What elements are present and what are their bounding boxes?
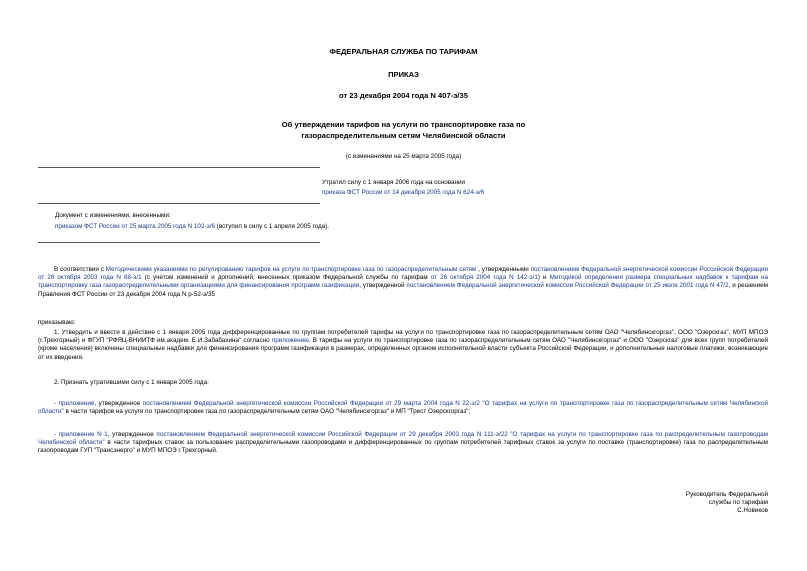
fst-order-link[interactable]: от 26 октября 2004 года N 142-э/1 [430, 274, 538, 282]
amended-note: (с изменениями на 25 марта 2005 года) [345, 153, 462, 160]
preamble-text: (с учетом изменений и дополнений, внесенных приказом Федеральной службы по тарифам [141, 274, 431, 282]
order-word: приказываю: [38, 319, 76, 326]
changes-suffix: (вступил в силу с 1 апреля 2005 года). [214, 223, 330, 231]
bullet-1-paragraph [38, 400, 768, 416]
bullet-1-text: , утвержденное [94, 400, 143, 407]
bullet-2-paragraph [38, 431, 768, 456]
changes-line [55, 223, 455, 231]
doc-type: ПРИКАЗ [388, 70, 419, 79]
bullet-1-text: в части тарифов на услуги по транспортировке газа по газораспределительным сетям ОАО "Челябинскгоргаз" и МП "Трест Озерскгоргаз"; [63, 408, 471, 416]
methodical-guidelines-link[interactable]: Методическими указаниями по регулированию тарифов на услуги по транспортировке газа по газораспределительным сетям [105, 266, 477, 273]
preamble-text: , утвержденными [476, 266, 531, 273]
methodology-link[interactable]: Методикой определения размера специальных надбавок к тарифам на транспортировку газа газораспределительными организациями для финансирования программ газификации [38, 274, 769, 290]
preamble-text: ) и [537, 274, 550, 282]
doc-title-line2: газораспределительным сетям Челябинской области [301, 131, 506, 140]
signature-position: Руководитель Федеральной [685, 491, 768, 498]
signature-block [686, 491, 768, 516]
agency-title: ФЕДЕРАЛЬНАЯ СЛУЖБА ПО ТАРИФАМ [329, 47, 478, 56]
fek-resolution-link[interactable]: постановлением Федеральной энергетической комиссии Российской Федерации от 29 марта 2004 года N 22-э/2 "О тарифах на услуги по транспортировке газа по газораспределительным сетям Челябинской области" [38, 400, 768, 416]
signature-name: С.Новиков [737, 507, 768, 515]
changes-link[interactable]: приказом ФСТ России от 25 марта 2005 года N 102-э/6 [55, 223, 215, 231]
item-1-text: 1. Утвердить и ввести в действие с 1 января 2005 года дифференцированные по группам потребителей тарифы на услуги по транспортировке газа по газораспределительным сетям ОАО "Челябинскгоргаз", ООО "Озерскгаз", МУП МПОЭ (г.Трехгорный) и ФГУП "РФЯЦ-ВНИИТФ им.академ. Е.И.Забабахина" согласно [38, 329, 768, 345]
preamble-text: , утвержденной [359, 282, 407, 290]
fek-resolution-link[interactable]: постановлением Федеральной энергетической комиссии Российской Федерации от 29 декабря 2003 года N 111-э/22 "О тарифах на услуги по транспортировке газа по распределительным газопроводам Челябинской области" [38, 431, 768, 447]
item-2-paragraph [38, 379, 768, 387]
status-block [322, 179, 512, 197]
status-text: Утратил силу с 1 января 2006 года на основании [322, 179, 466, 186]
appendix-link[interactable]: - приложение N 1 [54, 431, 108, 438]
item-1-paragraph [38, 329, 768, 362]
status-link[interactable]: приказа ФСТ России от 14 декабря 2005 года N 624-э/6 [322, 189, 485, 197]
divider [38, 203, 320, 204]
fek-resolution-link[interactable]: постановлением Федеральной энергетической комиссии Российской Федерации от 25 июля 2001 года N 47/2 [406, 282, 729, 290]
changes-block [55, 212, 455, 231]
bullet-2-text: , утвержденное [107, 431, 157, 438]
doc-date-number: от 23 декабря 2004 года N 407-э/35 [339, 91, 468, 100]
signature-agency: службы по тарифам [708, 499, 768, 507]
item-1-text: . В тарифы на услуги по транспортировке газа по газораспределительным сетям ОАО "Челябинскгоргаз" и ООО "Озерскгаз" для всех групп потребителей (кроме населения) включены специальные надбавки для финансирования программ газификации в размерах, определенных органом исполнительной власти субъекта Российской Федерации, и дополнительные налоговые платежи, возникающие от их введения. [38, 337, 768, 361]
appendix-link[interactable]: - приложение [54, 400, 95, 407]
fek-resolution-link[interactable]: постановлением Федеральной энергетической комиссии Российской Федерации от 28 октября 2003 года N 88-э/1 [38, 266, 769, 282]
appendix-link[interactable]: приложению [271, 337, 309, 345]
divider [38, 167, 320, 168]
preamble-text: , и решением Правления ФСТ России от 23 декабря 2004 года N р-52-э/35 [38, 282, 768, 298]
preamble-paragraph [38, 266, 768, 299]
doc-title-line1: Об утверждении тарифов на услуги по транспортировке газа по [281, 120, 526, 129]
bullet-2-text: в части тарифных ставок за пользование распределительными газопроводами и дифференцированных по группам потребителей тарифных ставок за услуги по поставке (транспортировке) газа по распределительным газопроводам ГУП "Трансэнерго" и МУП МПОЭ г.Трехгорный. [38, 439, 768, 455]
item-2-text: 2. Признать утратившими силу с 1 января 2005 года: [54, 379, 209, 386]
divider [38, 242, 320, 243]
preamble-text: В соответствии с [54, 266, 106, 273]
changes-label: Документ с изменениями, внесенными: [55, 212, 171, 219]
